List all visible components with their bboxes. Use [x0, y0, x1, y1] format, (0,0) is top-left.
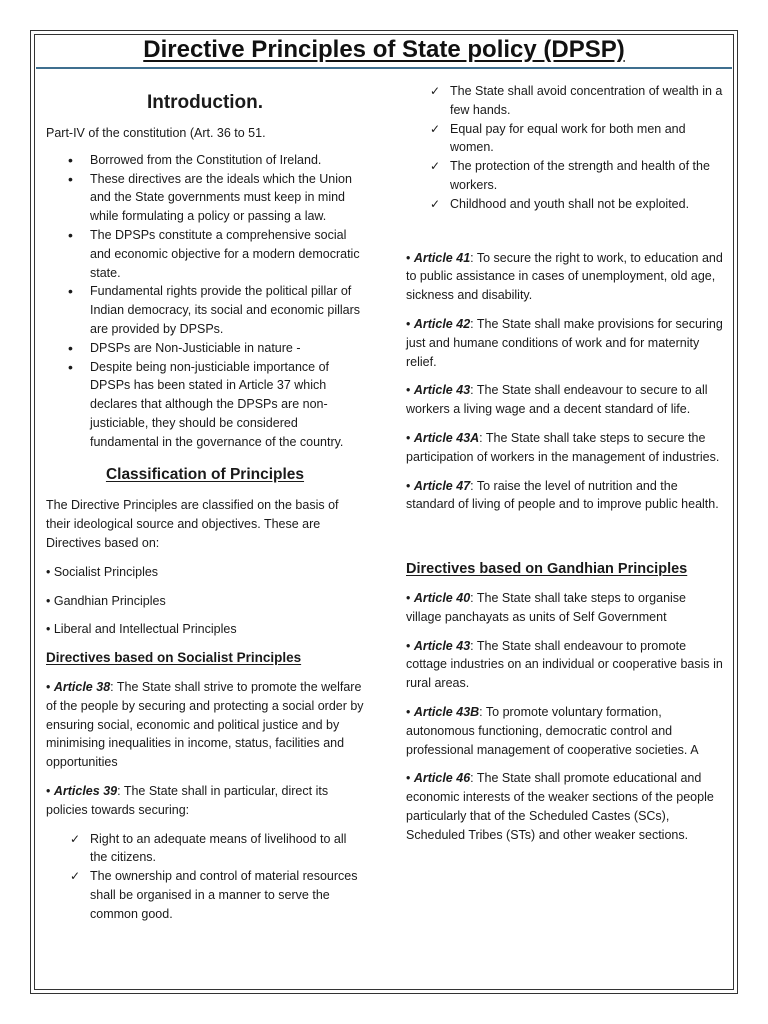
- article-label: Article 43: [413, 638, 471, 653]
- article-paragraph: • Article 41: To secure the right to work, to education and to public assistance in cases of unemployment, old age, sickness and disability.: [406, 250, 723, 303]
- checklist-left: [46, 830, 364, 924]
- list-item: • These directives are the ideals which the Union and the State governments must keep in mind while formulating a policy or passing a law.: [90, 170, 364, 226]
- introduction-heading: Introduction.: [146, 92, 264, 113]
- article-label: Article 43A: [413, 430, 480, 445]
- list-item: ✓ The State shall avoid concentration of wealth in a few hands.: [450, 82, 724, 120]
- intro-bullet-list: [46, 151, 364, 452]
- article-label: Article 47: [413, 478, 471, 493]
- list-item: ✓ The protection of the strength and health of the workers.: [450, 157, 724, 195]
- list-item: • DPSPs are Non-Justiciable in nature -: [90, 339, 364, 358]
- classification-text: The Directive Principles are classified on the basis of their ideological source and objectives. These are Directives based on:: [46, 498, 339, 550]
- article-label: Article 41: [413, 250, 471, 265]
- right-column: [406, 82, 724, 845]
- article-label: Article 38: [53, 679, 111, 694]
- article-label: Articles 39: [53, 783, 118, 798]
- list-item: • Fundamental rights provide the political pillar of Indian democracy, its social and economic pillars are provided by DPSPs.: [90, 282, 364, 338]
- title-divider: [36, 67, 732, 69]
- article-paragraph: • Article 42: The State shall make provisions for securing just and humane conditions of work and for maternity relief.: [406, 316, 723, 369]
- list-item: ✓ The ownership and control of material resources shall be organised in a manner to serve the common good.: [90, 867, 364, 923]
- article-paragraph: • Article 47: To raise the level of nutrition and the standard of living of people and to improve public health.: [406, 478, 719, 512]
- checklist-right: [406, 82, 724, 214]
- article-paragraph: • Article 38: The State shall strive to promote the welfare of the people by securing and protecting a social order by ensuring social, economic and political justice and by minimising inequalities in income, status, facilities and opportunities: [46, 679, 364, 770]
- list-item: • The DPSPs constitute a comprehensive social and economic objective for a modern democratic state.: [90, 226, 364, 282]
- page-title: Directive Principles of State policy (DPSP): [143, 36, 625, 63]
- part-text: Part-IV of the constitution (Art. 36 to 51.: [46, 126, 266, 140]
- article-paragraph: • Article 40: The State shall take steps to organise village panchayats as units of Self Government: [406, 590, 687, 624]
- article-label: Article 46: [413, 771, 471, 786]
- article-label: Article 43: [413, 383, 471, 398]
- list-item: ✓ Equal pay for equal work for both men and women.: [450, 120, 724, 158]
- list-item: ✓ Childhood and youth shall not be exploited.: [450, 195, 724, 214]
- classification-item: • Liberal and Intellectual Principles: [46, 622, 237, 637]
- article-label: Article 42: [413, 316, 471, 331]
- article-paragraph: • Article 43: The State shall endeavour to secure to all workers a living wage and a decent standard of life.: [406, 383, 708, 417]
- article-paragraph: • Article 46: The State shall promote educational and economic interests of the weaker sections of the people particularly that of the Scheduled Castes (SCs), Scheduled Tribes (STs) and other weaker sections.: [406, 771, 714, 842]
- classification-item: • Gandhian Principles: [46, 593, 166, 608]
- left-column: [46, 82, 364, 923]
- classification-item: • Socialist Principles: [46, 564, 159, 579]
- list-item: ✓ Right to an adequate means of livelihood to all the citizens.: [90, 830, 364, 868]
- article-paragraph: • Article 43A: The State shall take steps to secure the participation of workers in the management of industries.: [406, 430, 720, 464]
- socialist-heading: Directives based on Socialist Principles: [46, 650, 302, 666]
- list-item: • Borrowed from the Constitution of Ireland.: [90, 151, 364, 170]
- list-item: • Despite being non-justiciable importance of DPSPs has been stated in Article 37 which declares that although the DPSPs are non-justiciable, they should be considered fundamental in the governance of the country.: [90, 358, 364, 452]
- article-paragraph: • Article 43B: To promote voluntary formation, autonomous functioning, democratic control and professional management of cooperative societies. A: [406, 704, 699, 757]
- article-label: Article 40: [413, 590, 471, 605]
- gandhian-heading: Directives based on Gandhian Principles: [406, 561, 688, 578]
- article-label: Article 43B: [413, 704, 480, 719]
- classification-heading: Classification of Principles: [105, 465, 305, 483]
- article-paragraph: • Articles 39: The State shall in particular, direct its policies towards securing:: [46, 783, 329, 817]
- article-paragraph: • Article 43: The State shall endeavour to promote cottage industries on an individual or cooperative basis in rural areas.: [406, 638, 723, 691]
